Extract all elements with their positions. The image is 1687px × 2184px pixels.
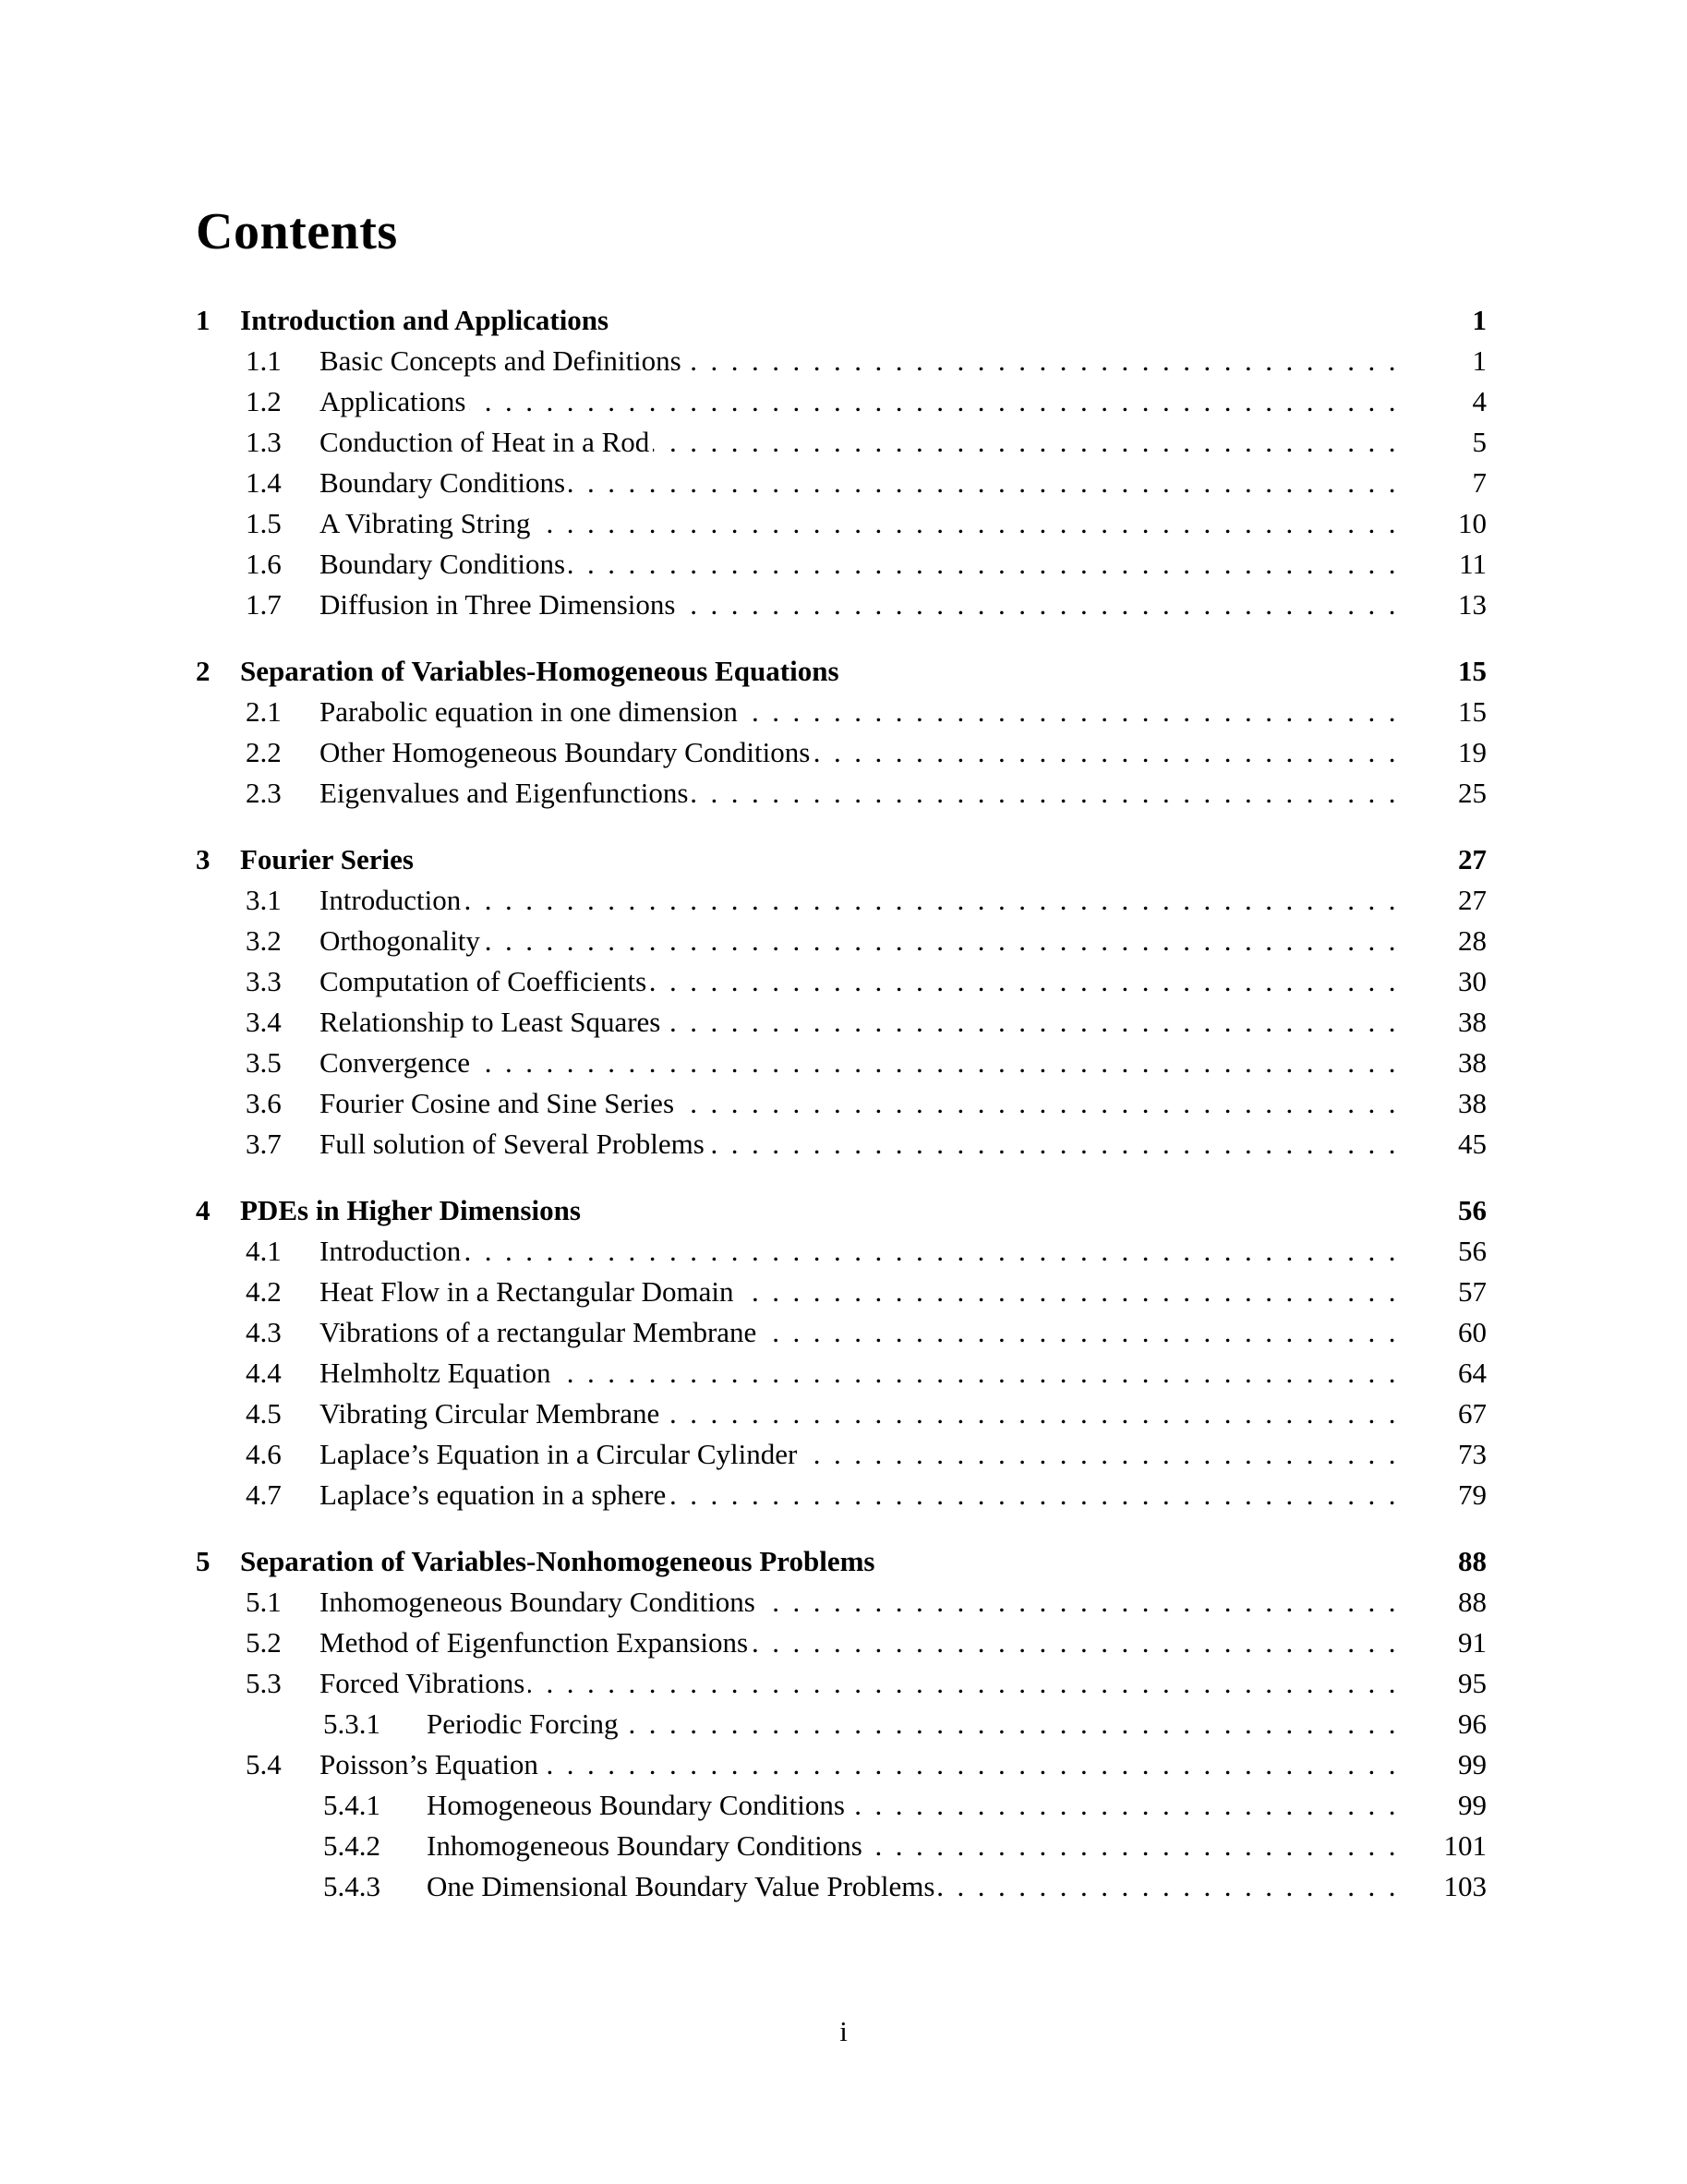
entry-page-number: 103 <box>1443 1870 1487 1902</box>
entry-title: Full solution of Several Problems <box>319 1128 705 1160</box>
toc-entry-3 <box>196 839 1487 880</box>
entry-number: 4.2 <box>246 1275 282 1308</box>
entry-title: Introduction and Applications <box>240 304 609 336</box>
entry-title: Basic Concepts and Definitions <box>319 344 681 377</box>
entry-title: Laplace’s equation in a sphere <box>319 1478 667 1511</box>
dot-leader <box>474 1043 1409 1083</box>
entry-title: Inhomogeneous Boundary Conditions <box>427 1829 862 1862</box>
entry-page-number: 45 <box>1458 1128 1487 1160</box>
entry-number: 5.1 <box>246 1586 282 1618</box>
entry-number: 3.5 <box>246 1046 282 1079</box>
entry-title: Parabolic equation in one dimension <box>319 695 738 728</box>
dot-leader <box>664 1002 1409 1043</box>
entry-number: 3.2 <box>246 924 282 957</box>
entry-page-number: 38 <box>1458 1087 1487 1119</box>
dot-leader <box>813 732 1409 773</box>
entry-number: 1.1 <box>246 344 282 377</box>
entry-number: 1.4 <box>246 466 282 499</box>
entry-number: 1.2 <box>246 385 282 417</box>
toc-entry-1 <box>196 300 1487 341</box>
entry-title: Fourier Series <box>240 843 414 875</box>
entry-number: 4.1 <box>246 1235 282 1267</box>
entry-title: Convergence <box>319 1046 470 1079</box>
entry-title: Other Homogeneous Boundary Conditions <box>319 736 811 768</box>
dot-leader <box>528 1663 1409 1704</box>
entry-page-number: 11 <box>1459 548 1487 580</box>
dot-leader <box>469 381 1409 422</box>
entry-number: 2.1 <box>246 695 282 728</box>
entry-title: Periodic Forcing <box>427 1707 619 1740</box>
entry-number: 5.4 <box>246 1748 282 1780</box>
entry-page-number: 15 <box>1458 655 1487 687</box>
entry-title: Orthogonality <box>319 924 480 957</box>
entry-title: Separation of Variables-Nonhomogeneous Problems <box>240 1545 875 1577</box>
entry-number: 1.5 <box>246 507 282 539</box>
entry-page-number: 4 <box>1472 385 1487 417</box>
toc-entry-3.4 <box>196 1002 1487 1043</box>
toc-entry-5.2 <box>196 1623 1487 1663</box>
toc-entry-4.5 <box>196 1394 1487 1434</box>
entry-title: Eigenvalues and Eigenfunctions <box>319 777 689 809</box>
chapter-block <box>196 1190 1487 1515</box>
dot-leader <box>534 503 1409 544</box>
toc-entry-5.4.2 <box>196 1826 1487 1866</box>
dot-leader <box>669 1475 1409 1515</box>
entry-number: 4.3 <box>246 1316 282 1348</box>
entry-page-number: 27 <box>1458 843 1487 875</box>
dot-leader <box>692 773 1409 814</box>
entry-title: Vibrations of a rectangular Membrane <box>319 1316 757 1348</box>
dot-leader <box>663 1394 1409 1434</box>
entry-title: Inhomogeneous Boundary Conditions <box>319 1586 755 1618</box>
toc-entry-1.6 <box>196 544 1487 585</box>
page-number-footer: i <box>839 2015 848 2047</box>
entry-number: 1 <box>196 304 211 336</box>
entry-page-number: 88 <box>1458 1586 1487 1618</box>
entry-number: 3.6 <box>246 1087 282 1119</box>
dot-leader <box>484 921 1409 961</box>
dot-leader <box>542 1744 1409 1785</box>
entry-page-number: 96 <box>1458 1707 1487 1740</box>
dot-leader <box>849 1785 1409 1826</box>
toc-entry-3.3 <box>196 961 1487 1002</box>
entry-title: Separation of Variables-Homogeneous Equations <box>240 655 839 687</box>
toc-entry-3.1 <box>196 880 1487 921</box>
entry-title: Forced Vibrations <box>319 1667 525 1699</box>
entry-title: Computation of Coefficients <box>319 965 647 997</box>
toc-entry-3.6 <box>196 1083 1487 1124</box>
entry-title: PDEs in Higher Dimensions <box>240 1194 581 1226</box>
entry-title: Applications <box>319 385 466 417</box>
toc-entry-2.1 <box>196 692 1487 732</box>
dot-leader <box>866 1826 1409 1866</box>
dot-leader <box>685 341 1409 381</box>
toc-entry-1.4 <box>196 463 1487 503</box>
entry-page-number: 73 <box>1458 1438 1487 1470</box>
toc-entry-4 <box>196 1190 1487 1231</box>
entry-number: 2 <box>196 655 211 687</box>
entry-page-number: 91 <box>1458 1626 1487 1659</box>
entry-page-number: 10 <box>1458 507 1487 539</box>
toc-entry-5 <box>196 1541 1487 1582</box>
toc-entry-4.4 <box>196 1353 1487 1394</box>
entry-page-number: 56 <box>1458 1235 1487 1267</box>
entry-page-number: 38 <box>1458 1046 1487 1079</box>
dot-leader <box>653 422 1409 463</box>
entry-page-number: 56 <box>1458 1194 1487 1226</box>
toc-entry-5.1 <box>196 1582 1487 1623</box>
toc-entry-5.3 <box>196 1663 1487 1704</box>
chapter-block <box>196 1541 1487 1907</box>
dot-leader <box>938 1866 1409 1907</box>
dot-leader <box>678 1083 1409 1124</box>
entry-page-number: 57 <box>1458 1275 1487 1308</box>
entry-title: Conduction of Heat in a Rod <box>319 426 650 458</box>
entry-number: 1.6 <box>246 548 282 580</box>
entry-number: 4.7 <box>246 1478 282 1511</box>
entry-title: Introduction <box>319 884 462 916</box>
entry-title: Helmholtz Equation <box>319 1357 551 1389</box>
chapter-block <box>196 839 1487 1164</box>
entry-number: 4.6 <box>246 1438 282 1470</box>
toc-entry-5.4.1 <box>196 1785 1487 1826</box>
entry-page-number: 60 <box>1458 1316 1487 1348</box>
entry-title: Introduction <box>319 1235 462 1267</box>
dot-leader <box>464 1231 1409 1272</box>
toc-entry-2.3 <box>196 773 1487 814</box>
entry-page-number: 101 <box>1443 1829 1487 1862</box>
entry-title: Fourier Cosine and Sine Series <box>319 1087 675 1119</box>
toc-entry-1.5 <box>196 503 1487 544</box>
toc-entry-1.3 <box>196 422 1487 463</box>
toc-entry-5.4 <box>196 1744 1487 1785</box>
toc-entry-4.3 <box>196 1312 1487 1353</box>
toc-entry-3.7 <box>196 1124 1487 1164</box>
toc <box>196 300 1487 1907</box>
entry-number: 4.5 <box>246 1397 282 1430</box>
dot-leader <box>622 1704 1410 1744</box>
entry-page-number: 19 <box>1458 736 1487 768</box>
entry-page-number: 28 <box>1458 924 1487 957</box>
entry-title: Diffusion in Three Dimensions <box>319 588 676 621</box>
chapter-block <box>196 651 1487 814</box>
dot-leader <box>569 463 1409 503</box>
entry-number: 5.2 <box>246 1626 282 1659</box>
entry-number: 5.3.1 <box>323 1707 380 1740</box>
entry-number: 1.3 <box>246 426 282 458</box>
toc-entry-2.2 <box>196 732 1487 773</box>
entry-number: 1.7 <box>246 588 282 621</box>
entry-page-number: 5 <box>1472 426 1487 458</box>
entry-number: 3.7 <box>246 1128 282 1160</box>
entry-number: 5.4.2 <box>323 1829 380 1862</box>
entry-title: One Dimensional Boundary Value Problems <box>427 1870 935 1902</box>
entry-page-number: 88 <box>1458 1545 1487 1577</box>
entry-number: 4 <box>196 1194 211 1226</box>
entry-page-number: 7 <box>1472 466 1487 499</box>
toc-entry-5.4.3 <box>196 1866 1487 1907</box>
entry-number: 3.1 <box>246 884 282 916</box>
toc-entry-2 <box>196 651 1487 692</box>
toc-entry-4.2 <box>196 1272 1487 1312</box>
page-title: Contents <box>196 203 398 260</box>
dot-leader <box>752 1623 1409 1663</box>
entry-number: 5.4.1 <box>323 1789 380 1821</box>
entry-title: Method of Eigenfunction Expansions <box>319 1626 749 1659</box>
entry-page-number: 25 <box>1458 777 1487 809</box>
entry-title: Homogeneous Boundary Conditions <box>427 1789 845 1821</box>
dot-leader <box>555 1353 1409 1394</box>
entry-page-number: 13 <box>1458 588 1487 621</box>
toc-entry-4.1 <box>196 1231 1487 1272</box>
entry-title: A Vibrating String <box>319 507 531 539</box>
entry-page-number: 99 <box>1458 1789 1487 1821</box>
chapter-block <box>196 300 1487 625</box>
entry-title: Poisson’s Equation <box>319 1748 538 1780</box>
dot-leader <box>708 1124 1409 1164</box>
entry-title: Relationship to Least Squares <box>319 1006 661 1038</box>
entry-number: 5.3 <box>246 1667 282 1699</box>
toc-content <box>196 0 1487 1907</box>
entry-page-number: 1 <box>1472 344 1487 377</box>
toc-entry-1.2 <box>196 381 1487 422</box>
dot-leader <box>759 1582 1409 1623</box>
entry-number: 3.4 <box>246 1006 282 1038</box>
dot-leader <box>760 1312 1409 1353</box>
entry-title: Boundary Conditions <box>319 548 566 580</box>
dot-leader <box>569 544 1409 585</box>
entry-page-number: 95 <box>1458 1667 1487 1699</box>
entry-title: Boundary Conditions <box>319 466 566 499</box>
entry-number: 5.4.3 <box>323 1870 380 1902</box>
dot-leader <box>679 585 1409 625</box>
toc-entry-4.7 <box>196 1475 1487 1515</box>
entry-page-number: 27 <box>1458 884 1487 916</box>
entry-page-number: 38 <box>1458 1006 1487 1038</box>
entry-number: 3.3 <box>246 965 282 997</box>
entry-number: 2.3 <box>246 777 282 809</box>
entry-title: Vibrating Circular Membrane <box>319 1397 660 1430</box>
toc-entry-1.1 <box>196 341 1487 381</box>
entry-title: Laplace’s Equation in a Circular Cylinder <box>319 1438 798 1470</box>
dot-leader <box>464 880 1409 921</box>
entry-page-number: 1 <box>1472 304 1487 336</box>
entry-page-number: 99 <box>1458 1748 1487 1780</box>
toc-entry-3.2 <box>196 921 1487 961</box>
dot-leader <box>741 692 1409 732</box>
toc-entry-3.5 <box>196 1043 1487 1083</box>
toc-entry-1.7 <box>196 585 1487 625</box>
entry-page-number: 67 <box>1458 1397 1487 1430</box>
entry-number: 2.2 <box>246 736 282 768</box>
dot-leader <box>650 961 1409 1002</box>
entry-page-number: 30 <box>1458 965 1487 997</box>
entry-title: Heat Flow in a Rectangular Domain <box>319 1275 734 1308</box>
entry-number: 3 <box>196 843 211 875</box>
toc-entry-5.3.1 <box>196 1704 1487 1744</box>
entry-page-number: 15 <box>1458 695 1487 728</box>
entry-page-number: 64 <box>1458 1357 1487 1389</box>
toc-entry-4.6 <box>196 1434 1487 1475</box>
entry-number: 4.4 <box>246 1357 282 1389</box>
entry-page-number: 79 <box>1458 1478 1487 1511</box>
dot-leader <box>738 1272 1409 1312</box>
entry-number: 5 <box>196 1545 211 1577</box>
dot-leader <box>801 1434 1409 1475</box>
